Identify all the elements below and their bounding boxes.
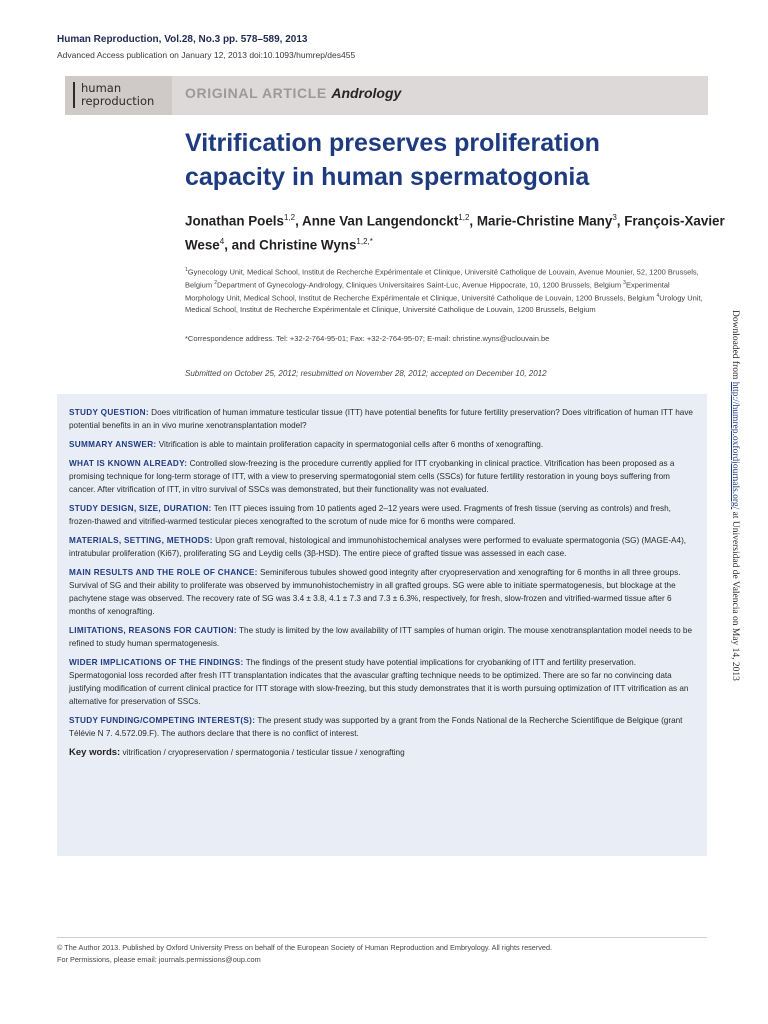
keywords: [69, 746, 695, 759]
abstract-heading: LIMITATIONS, REASONS FOR CAUTION:: [69, 626, 237, 635]
abstract-text: The findings of the present study have potential implications for cryobanking of ITT and fertility preservation. Spermatogonial loss recorded after fresh ITT transplantation indicates that the avascular grafting technique needs to be optimized. There are so far no convincing data justifying modification of current clinical practice for ITT storage with slow-freezing, but this study demonstrates that it is worth pursuing optimization of ITT vitrification as an alternative for preservation of SSCs.: [69, 658, 689, 706]
author-name: Jonathan Poels: [185, 213, 284, 229]
abstract-section: [69, 457, 695, 496]
author-name: Marie-Christine Many: [476, 213, 613, 229]
author-affiliation-mark: 1,2: [458, 213, 470, 222]
affiliations: [185, 265, 710, 315]
side-note-suffix: at Universidad de Valencia on May 14, 2013: [730, 509, 740, 681]
abstract-text: Controlled slow-freezing is the procedure currently applied for ITT cryobanking in clinical practice. Vitrification has been proposed as a promising technique for long-term storage of ITT, with a view to preserving spermatogonial stem cells (SSCs) for future fertility restoration in young boys suffering from cancer. After vitrification of ITT, in vitro survival of SSCs was demonstrated, but their functionality was not evaluated.: [69, 459, 675, 494]
author-affiliation-mark: 3: [612, 213, 617, 222]
author-name: François-Xavier Wese: [185, 213, 725, 253]
abstract-text: The study is limited by the low availability of ITT samples of human origin. The mouse xenotransplantation model needs to be refined to study human spermatogenesis.: [69, 626, 693, 648]
abstract-text: Seminiferous tubules showed good integrity after cryopreservation and xenografting for 6 months in all three groups. Survival of SG and their ability to proliferate was observed by immunohistochemistry in all grafted groups. SG were able to initiate spermatogenesis, but blockage at the pachytene stage was observed. The recovery rate of SG was 3.4 ± 3.8, 4.1 ± 7.3 and 7.3 ± 6.3%, respectively, for fresh, slow-frozen and vitrified-warmed tissue after 6 months of xenografting.: [69, 568, 681, 616]
abstract-heading: STUDY QUESTION:: [69, 408, 149, 417]
article-type-label: ORIGINAL ARTICLE: [185, 85, 327, 101]
correspondence: *Correspondence address. Tel: +32-2-764-95-01; Fax: +32-2-764-95-07; E-mail: christine.wyns@uclouvain.be: [185, 334, 550, 343]
abstract-section: [69, 566, 695, 618]
abstract-section: [69, 624, 695, 650]
author-affiliation-mark: 4: [219, 236, 225, 246]
author-name: Christine Wyns: [259, 237, 357, 253]
abstract-text: Does vitrification of human immature testicular tissue (ITT) have potential benefits for future fertility preservation? Does vitrification of human ITT have potential benefits in an in vivo murine xenotransplantation model?: [69, 408, 693, 430]
author-separator: , and: [224, 237, 260, 253]
affiliation-text: Department of Gynecology-Andrology, Cliniques Universitaires Saint-Luc, Avenue Hippocrate, 10, 1200 Brussels, Belgium: [216, 280, 624, 290]
abstract-section: [69, 406, 695, 432]
abstract-heading: MATERIALS, SETTING, METHODS:: [69, 536, 213, 545]
abstract-section: [69, 714, 695, 740]
header-band: [65, 76, 708, 115]
abstract-text: Ten ITT pieces issuing from 10 patients aged 2–12 years were used. Fragments of fresh tissue (serving as controls) and fresh, frozen-thawed and vitrified-warmed testicular pieces xenografted to the scrotum of nude mice for 6 months were compared.: [69, 504, 671, 526]
keywords-label: Key words:: [69, 747, 121, 758]
submission-dates: Submitted on October 25, 2012; resubmitted on November 28, 2012; accepted on December 10, 2012: [185, 369, 547, 378]
advanced-access-line: Advanced Access publication on January 12, 2013 doi:10.1093/humrep/des455: [57, 50, 356, 60]
logo-line-2: reproduction: [81, 94, 155, 108]
abstract-text: The present study was supported by a grant from the Fonds National de la Recherche Scientifique de Belgique (grant Télévie N 7. 4.572.09.F). The authors declare that there is no conflict of interest.: [69, 716, 683, 738]
affiliation-text: Urology Unit, Medical School, Institut de Recherche Expérimentale et Clinique, Université Catholique de Louvain, 1200 Brussels, Belgium: [185, 293, 703, 314]
abstract-section: [69, 438, 695, 451]
footer-divider: [57, 937, 707, 938]
abstract-section: [69, 502, 695, 528]
abstract-section: [69, 656, 695, 708]
affiliation-mark: 2: [214, 279, 217, 286]
affiliation-text: Gynecology Unit, Medical School, Institut de Recherche Expérimentale et Clinique, Université Catholique de Louvain, Avenue Mounier, 52, 1200 Brussels, Belgium: [185, 267, 699, 290]
journal-logo: [65, 76, 172, 115]
abstract-heading: STUDY FUNDING/COMPETING INTEREST(S):: [69, 716, 256, 725]
footer-permissions: For Permissions, please email: journals.permissions@oup.com: [57, 955, 261, 964]
article-title: Vitrification preserves proliferation capacity in human spermatogonia: [185, 129, 600, 191]
journal-site-link[interactable]: http://humrep.oxfordjournals.org/: [730, 381, 740, 510]
abstract-heading: WHAT IS KNOWN ALREADY:: [69, 459, 188, 468]
affiliation-mark: 1: [185, 267, 188, 273]
author-separator: ,: [295, 213, 303, 229]
journal-citation: Human Reproduction, Vol.28, No.3 pp. 578–589, 2013: [57, 34, 308, 45]
article-type: [185, 85, 401, 101]
affiliation-mark: 4: [656, 292, 660, 299]
affiliation-text: Experimental Morphology Unit, Medical School, Institut de Recherche Expérimentale et Clinique, Université Catholique de Louvain, 1200 Brussels, Belgium: [185, 280, 670, 303]
abstract-heading: STUDY DESIGN, SIZE, DURATION:: [69, 504, 212, 513]
abstract-text: Upon graft removal, histological and immunohistochemical analyses were performed to evaluate spermatogonia (SG) (MAGE-A4), intratubular proliferation (Ki67), proliferating SG and Leydig cells (3β-HSD). The entire piece of grafted tissue was assessed in each case.: [69, 536, 687, 558]
author-separator: ,: [616, 213, 625, 229]
author-list: [185, 208, 725, 256]
author-affiliation-mark: 1,2: [283, 213, 296, 222]
abstract-heading: MAIN RESULTS AND THE ROLE OF CHANCE:: [69, 568, 258, 577]
footer-copyright: © The Author 2013. Published by Oxford University Press on behalf of the European Society of Human Reproduction and Embryology. All rights reserved.: [57, 943, 553, 952]
abstract-text: Vitrification is able to maintain proliferation capacity in spermatogonial cells after 6 months of xenografting.: [158, 440, 544, 449]
article-subtype: Andrology: [331, 85, 402, 101]
abstract-section: [69, 534, 695, 560]
author-separator: ,: [469, 213, 477, 229]
logo-text: [73, 82, 154, 108]
author-affiliation-mark: 1,2,*: [356, 236, 373, 246]
download-side-note: [730, 310, 740, 830]
author-name: Anne Van Langendonckt: [302, 213, 459, 229]
abstract-heading: SUMMARY ANSWER:: [69, 440, 157, 449]
affiliation-mark: 3: [623, 279, 626, 286]
keywords-list: vitrification / cryopreservation / spermatogonia / testicular tissue / xenografting: [122, 748, 405, 757]
abstract-sections: [69, 406, 695, 740]
abstract-box: [57, 394, 707, 856]
side-note-prefix: Downloaded from: [730, 310, 740, 382]
abstract-heading: WIDER IMPLICATIONS OF THE FINDINGS:: [69, 658, 244, 667]
logo-line-1: human: [81, 81, 122, 95]
